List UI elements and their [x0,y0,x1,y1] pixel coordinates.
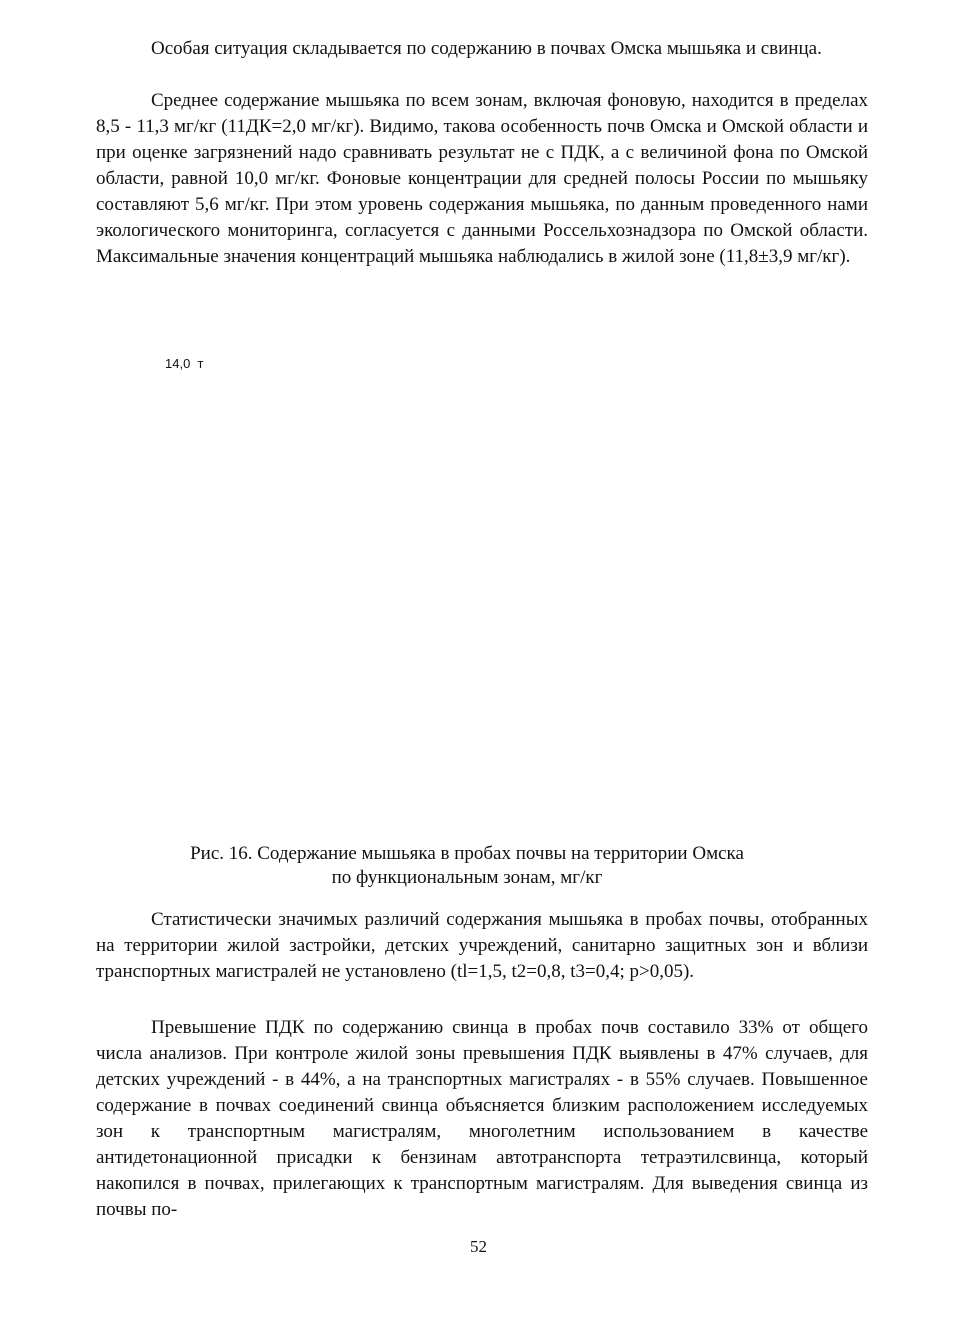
figure-caption [96,842,838,890]
paragraph-statistics: Статистически значимых различий содержания мышьяка в пробах почвы, отобранных на территории жилой застройки, детских учреждений, санитарно защитных зон и вблизи транспортных магистралей не установлено (tl=1,5, t2=0,8, t3=0,4; p>0,05). [96,909,868,982]
paragraph-lead-content: Превышение ПДК по содержанию свинца в пробах почв составило 33% от общего числа анализов. При контроле жилой зоны превышения ПДК выявлены в 47% случаев, для детских учреждений - в 44%, а на транспортных магистралях - в 55% случаев. Повышенное содержание в почвах соединений свинца объясняется близким расположением исследуемых зон к транспортным магистралям, многолетним использованием в качестве антидетонационной присадки к бензинам автотранспорта тетраэтилсвинца, который накопился в почвах, прилегающих к транспортным магистралям. Для выведения свинца из почвы по- [96,1017,868,1220]
paragraph-arsenic-content: Среднее содержание мышьяка по всем зонам, включая фоновую, находится в пределах 8,5 - 11,3 мг/кг (11ДК=2,0 мг/кг). Видимо, такова особенность почв Омска и Омской области и при оценке загрязнений надо сравнивать результат не с ПДК, а с величиной фона по Омской области, равной 10,0 мг/кг. Фоновые концентрации для средней полосы России по мышьяку составляют 5,6 мг/кг. При этом уровень содержания мышьяка, по данным проведенного нами экологического мониторинга, согласуется с данными Россельхознадзора по Омской области. Максимальные значения концентраций мышьяка наблюдались в жилой зоне (11,8±3,9 мг/кг). [96,90,868,267]
figure-caption-line-2: по функциональным зонам, мг/кг [331,867,603,888]
paragraph-intro: Особая ситуация складывается по содержанию в почвах Омска мышьяка и свинца. [151,38,822,59]
page-number: 52 [470,1237,487,1256]
figure-chart-area [150,380,810,820]
figure-caption-line-1: Рис. 16. Содержание мышьяка в пробах почвы на территории Омска [190,843,744,864]
chart-axis-tick-label: 14,0 т [165,356,204,371]
